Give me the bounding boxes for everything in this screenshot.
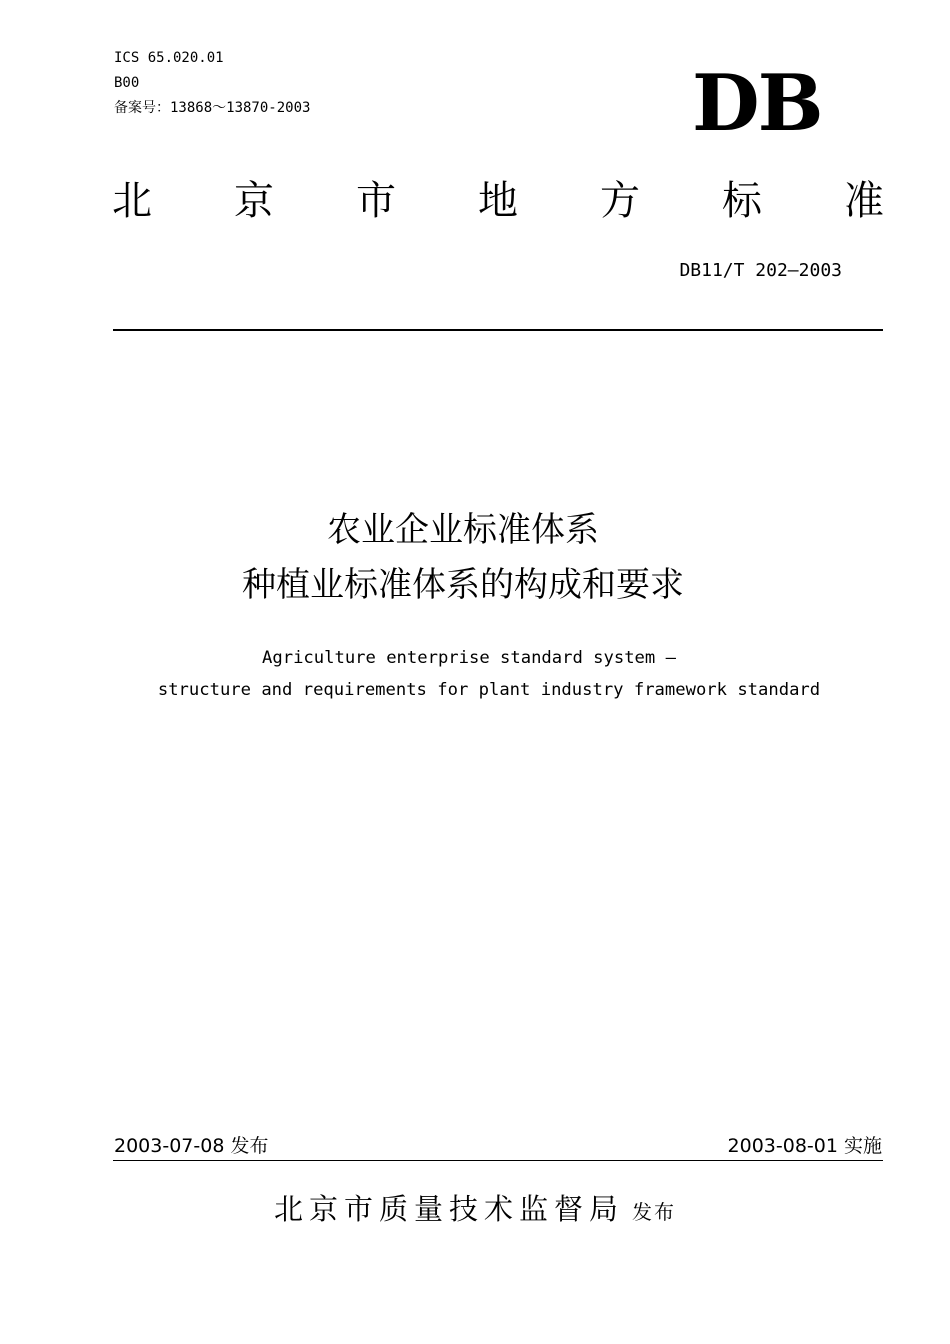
issuer-title-char: 北 [112,178,152,224]
publisher-name: 北京市质量技术监督局 [273,1192,624,1226]
footer-divider [113,1160,883,1161]
issuer-title-char: 市 [356,178,396,224]
ccs-code: B00 [114,75,140,91]
ics-code: ICS 65.020.01 [114,50,224,66]
issuer-title [112,176,884,226]
issuer-title-char: 京 [234,178,274,224]
publisher-suffix: 发布 [632,1200,676,1224]
filing-number: 备案号：13868～13870-2003 [114,100,311,116]
title-chinese-line-1: 农业企业标准体系 [327,510,599,550]
title-english-line-2: structure and requirements for plant industry framework standard [157,680,821,700]
header-divider [113,329,883,331]
issuer-title-char: 准 [844,178,884,224]
title-english-line-1: Agriculture enterprise standard system — [262,648,676,668]
title-chinese-line-2: 种植业标准体系的构成和要求 [242,565,684,605]
implementation-date: 2003-08-01 实施 [727,1135,882,1157]
issuer-title-char: 地 [478,178,518,224]
issue-date: 2003-07-08 发布 [114,1135,269,1157]
publisher [0,1190,950,1231]
standard-number: DB11/T 202—2003 [679,260,842,281]
issuer-title-char: 标 [722,178,762,224]
db-logo: DB [692,58,822,149]
issuer-title-char: 方 [600,178,640,224]
